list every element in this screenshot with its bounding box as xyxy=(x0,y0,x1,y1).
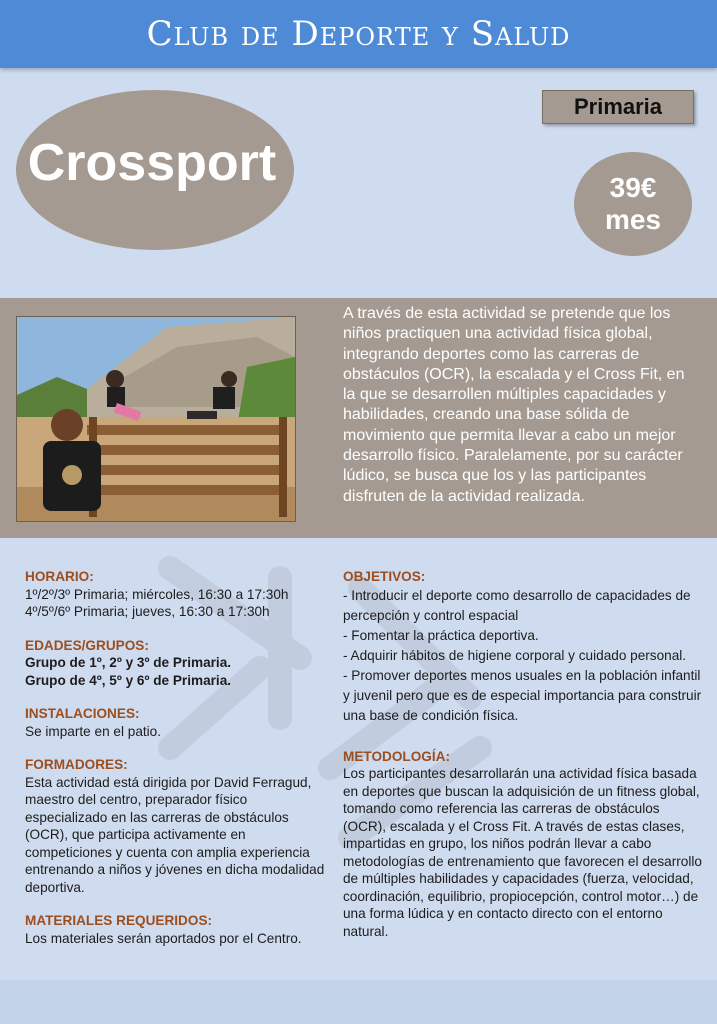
materiales-title: MATERIALES REQUERIDOS: xyxy=(25,913,213,928)
horario-line: 4º/5º/6º Primaria; jueves, 16:30 a 17:30h xyxy=(25,604,270,619)
intro-band xyxy=(0,298,717,538)
club-title: Club de Deporte y Salud xyxy=(146,14,571,54)
metodologia-title: METODOLOGÍA: xyxy=(343,748,450,764)
price-badge xyxy=(574,152,692,256)
metodologia-text: Los participantes desarrollarán una actividad física basada en deportes que buscan la adquisición de un fitness global, tomando como referencia las carreras de obstáculos (OCR), escalada y el Cross Fit. A través de estas clases, impartidas en grupo, los niños podrán llevar a cabo metodologías de entrenamiento que favorecen el desarrollo de múltiples habilidades y capacidades (fuerza, velocidad, coordinación, equilibrio, propiocepción, control motor…) de una forma lúdica y en contacto directo con el entorno natural. xyxy=(343,766,702,939)
level-badge: Primaria xyxy=(542,90,694,124)
metodologia-section xyxy=(343,748,703,941)
formadores-section xyxy=(25,756,325,896)
left-column xyxy=(25,568,325,963)
objetivo-item: - Adquirir hábitos de higiene corporal y cuidado personal. xyxy=(343,647,687,663)
price-period: mes xyxy=(604,204,662,235)
objetivo-item: - Introducir el deporte como desarrollo de capacidades de percepción y control espacial xyxy=(343,587,691,623)
activity-title: Crossport xyxy=(27,134,277,192)
instalaciones-section xyxy=(25,705,325,740)
price-amount: 39€ xyxy=(609,172,657,203)
edades-title: EDADES/GRUPOS: xyxy=(25,637,149,653)
objetivos-section xyxy=(343,568,703,726)
objetivos-title: OBJETIVOS: xyxy=(343,569,426,584)
horario-section xyxy=(25,568,325,621)
header-bar xyxy=(0,0,717,68)
formadores-title: FORMADORES: xyxy=(25,757,128,772)
title-ellipse xyxy=(16,90,294,250)
edades-line: Grupo de 1º, 2º y 3º de Primaria. xyxy=(25,655,232,670)
objetivo-item: - Fomentar la práctica deportiva. xyxy=(343,627,539,643)
horario-line: 1º/2º/3º Primaria; miércoles, 16:30 a 17:30h xyxy=(25,586,289,602)
edades-section xyxy=(25,637,325,690)
materiales-section xyxy=(25,912,325,947)
materiales-text: Los materiales serán aportados por el Centro. xyxy=(25,930,302,946)
objetivos-list xyxy=(343,586,703,726)
objetivo-item: - Promover deportes menos usuales en la población infantil y juvenil pero que es de especial importancia para construir una base de condición física. xyxy=(343,667,702,723)
intro-text: A través de esta actividad se pretende que los niños practiquen una actividad física global, integrando deportes como las carreras de obstáculos (OCR), la escalada y el Cross Fit, en la que se desarrollen múltiples capacidades y habilidades, creando una base sólida de movimiento que permita llevar a cabo un mejor desarrollo físico. Paralelamente, por su carácter lúdico, se busca que los y las participantes disfruten de la actividad realizada. xyxy=(343,305,685,505)
right-column xyxy=(343,568,703,956)
children-obstacle-photo xyxy=(17,317,295,521)
edades-line: Grupo de 4º, 5º y 6º de Primaria. xyxy=(25,672,232,688)
footer-bar xyxy=(0,980,717,1024)
instalaciones-text: Se imparte en el patio. xyxy=(25,723,162,739)
horario-title: HORARIO: xyxy=(25,569,94,584)
instalaciones-title: INSTALACIONES: xyxy=(25,706,140,721)
activity-photo xyxy=(16,316,296,522)
formadores-text: Esta actividad está dirigida por David Ferragud, maestro del centro, preparador físico especializado en las carreras de obstáculos (OCR), que participa activamente en competiciones y cuenta con amplia experiencia entrenando a niños y jóvenes en dicha modalidad deportiva. xyxy=(25,774,325,895)
